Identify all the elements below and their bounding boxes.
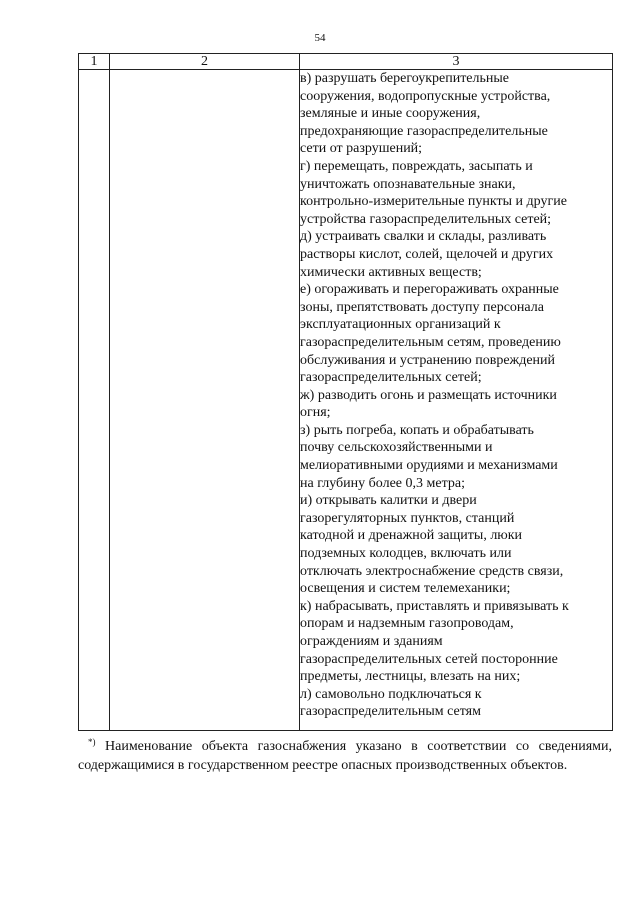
text-line: земляные и иные сооружения, (300, 106, 481, 122)
text-line: подземных колодцев, включать или (300, 546, 512, 562)
text-line: ограждениям и зданиям (300, 634, 443, 649)
text-line: к) набрасывать, приставлять и привязывать к (300, 598, 569, 614)
text-line: отключать электроснабжение средств связи, (300, 563, 564, 579)
text-line: газораспределительным сетям (300, 704, 481, 720)
table-row (79, 70, 613, 731)
page-number: 54 (314, 32, 326, 44)
text-line: газораспределительных сетей; (300, 370, 482, 386)
text-line: на глубину более 0,3 метра; (300, 475, 465, 491)
text-line: контрольно-измерительные пункты и другие (300, 194, 567, 210)
text-line: д) устраивать свалки и склады, разливать (300, 229, 547, 245)
text-line: сети от разрушений; (300, 141, 423, 157)
text-line: з) рыть погреба, копать и обрабатывать (300, 422, 534, 438)
text-line: газораспределительным сетям, проведению (300, 334, 561, 350)
table-cell-col1 (79, 70, 110, 731)
text-line: мелиоративными орудиями и механизмами (300, 458, 558, 474)
footnote-text-1: Наименование объекта газоснабжения указано в соответствии со сведениями, (105, 739, 612, 754)
column-header-2: 2 (110, 54, 300, 70)
text-line: л) самовольно подключаться к (300, 686, 482, 702)
text-line: обслуживания и устранению повреждений (300, 352, 556, 368)
text-line: огня; (300, 405, 331, 421)
text-line: эксплуатационных организаций к (300, 317, 501, 333)
text-line: предметы, лестницы, влезать на них; (300, 669, 521, 685)
text-line: г) перемещать, повреждать, засыпать и (300, 158, 533, 174)
text-line: растворы кислот, солей, щелочей и других (300, 246, 554, 262)
text-line: ж) разводить огонь и размещать источники (300, 387, 557, 403)
text-line: освещения и систем телемеханики; (300, 581, 511, 597)
footnote-line-2: содержащимися в государственном реестре опасных производственных объектов. (78, 758, 568, 773)
requirements-table (78, 53, 613, 731)
table-cell-col2 (110, 70, 300, 731)
text-line: опорам и надземным газопроводам, (300, 616, 514, 632)
text-line: в) разрушать берегоукрепительные (300, 71, 510, 86)
text-line: и) открывать калитки и двери (300, 493, 477, 509)
footnote-marker: *) (88, 737, 96, 747)
text-line: уничтожать опознавательные знаки, (300, 176, 516, 192)
column-header-1: 1 (79, 54, 110, 70)
text-line: катодной и дренажной защиты, люки (300, 528, 523, 544)
text-line: устройства газораспределительных сетей; (300, 211, 552, 227)
footnote (78, 737, 612, 775)
prohibited-actions-cell (300, 70, 613, 731)
text-line: газорегуляторных пунктов, станций (300, 510, 515, 526)
text-line: химически активных веществ; (300, 264, 482, 280)
text-line: почву сельскохозяйственными и (300, 440, 493, 456)
prohibited-actions-list (300, 70, 612, 721)
text-line: сооружения, водопропускные устройства, (300, 88, 551, 104)
table-header-row (79, 54, 613, 70)
text-line: е) огораживать и перегораживать охранные (300, 282, 559, 298)
column-header-3: 3 (300, 54, 613, 70)
text-line: предохраняющие газораспределительные (300, 123, 548, 139)
text-line: зоны, препятствовать доступу персонала (300, 299, 544, 315)
text-line: газораспределительных сетей посторонние (300, 651, 558, 667)
footnote-line-1 (78, 737, 612, 756)
